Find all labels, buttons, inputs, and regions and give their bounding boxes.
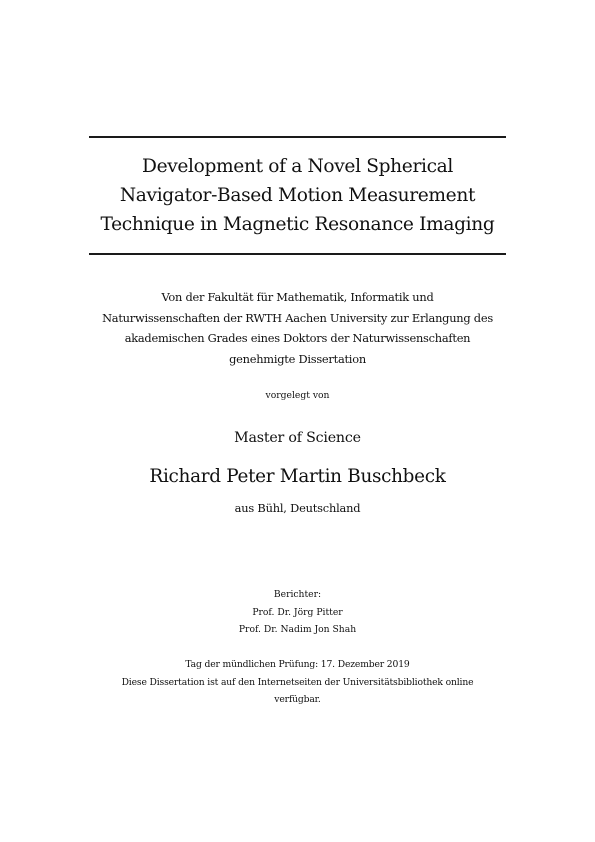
top-rule [89,136,506,138]
faculty-line: Naturwissenschaften der RWTH Aachen University zur Erlangung des [102,310,493,325]
exam-date-note [80,656,515,709]
faculty-line: genehmigte Dissertation [229,351,366,366]
author-name: Richard Peter Martin Buschbeck [149,466,446,487]
exam-note-line: verfügbar. [274,694,321,705]
title-line: Navigator-Based Motion Measurement [119,185,476,206]
faculty-statement [60,287,535,369]
referees-block [0,586,595,639]
referee-name: Prof. Dr. Jörg Pitter [252,606,343,618]
title-line: Technique in Magnetic Resonance Imaging [100,214,495,235]
referees-label: Berichter: [273,589,322,600]
referee-name: Prof. Dr. Nadim Jon Shah [238,624,357,635]
author-degree: Master of Science [234,430,361,446]
author-origin: aus Bühl, Deutschland [234,501,361,515]
title-line: Development of a Novel Spherical [142,156,453,177]
bottom-rule [89,253,506,255]
faculty-line: Von der Fakultät für Mathematik, Informatik und [161,290,434,304]
presented-by-label: vorgelegt von [265,390,330,401]
faculty-line: akademischen Grades eines Doktors der Naturwissenschaften [124,331,471,345]
exam-note-line: Tag der mündlichen Prüfung: 17. Dezember 2019 [185,659,410,670]
thesis-title [70,152,525,239]
exam-note-line: Diese Dissertation ist auf den Internetseiten der Universitätsbibliothek online [121,676,474,688]
